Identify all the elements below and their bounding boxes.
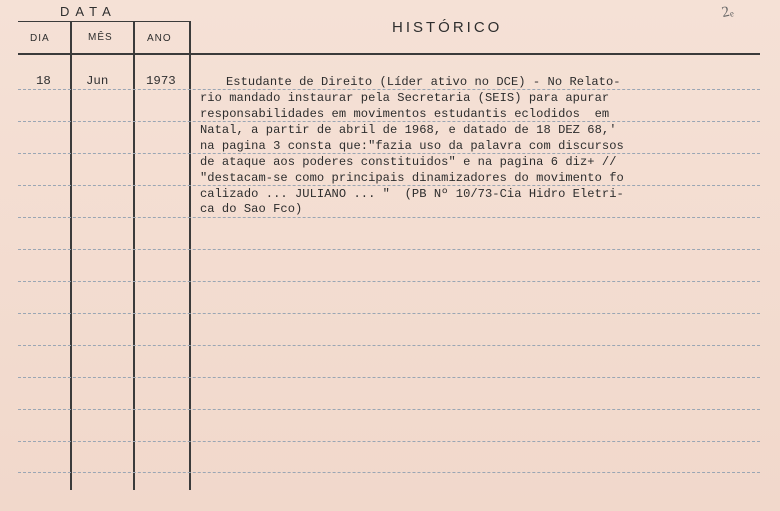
header-bottom-rule: [18, 53, 760, 55]
ruled-line: [18, 409, 760, 410]
historico-line: ca do Sao Fco): [200, 202, 303, 216]
historico-line: responsabilidades em movimentos estudantis eclodidos em: [200, 107, 610, 121]
ruled-line: [18, 89, 760, 90]
entry-mes: Jun: [86, 74, 109, 88]
historico-header: HISTÓRICO: [392, 19, 503, 36]
entry-dia: 18: [36, 74, 51, 88]
mes-column-header: MÊS: [88, 32, 113, 43]
data-header: DATA: [60, 4, 117, 19]
ano-column-header: ANO: [147, 33, 172, 44]
historico-line: na pagina 3 consta que:"fazia uso da palavra com discursos: [200, 139, 624, 153]
historico-line: rio mandado instaurar pela Secretaria (SEIS) para apurar: [200, 91, 610, 105]
historico-line: calizado ... JULIANO ... " (PB Nº 10/73-Cia Hidro Eletri-: [200, 187, 624, 201]
historico-line: de ataque aos poderes constituidos" e na pagina 6 diz+ //: [200, 155, 617, 169]
ruled-line: [18, 441, 760, 442]
corner-annotation: 2ₑ: [720, 3, 735, 22]
ruled-line: [18, 377, 760, 378]
ruled-line: [18, 313, 760, 314]
ruled-line: [18, 217, 760, 218]
dia-column-header: DIA: [30, 33, 50, 44]
ruled-line: [18, 185, 760, 186]
ruled-line: [18, 121, 760, 122]
data-underline: [18, 21, 190, 22]
entry-ano: 1973: [146, 74, 176, 88]
ruled-line: [18, 249, 760, 250]
ruled-line: [18, 345, 760, 346]
column-divider-mes-ano: [133, 22, 135, 490]
ruled-line: [18, 153, 760, 154]
column-divider-ano-historico: [189, 21, 191, 490]
historico-line: Estudante de Direito (Líder ativo no DCE) - No Relato-: [226, 75, 621, 89]
ruled-line: [18, 281, 760, 282]
historico-line: "destacam-se como principais dinamizadores do movimento fo: [200, 171, 624, 185]
column-divider-dia-mes: [70, 22, 72, 490]
historico-line: Natal, a partir de abril de 1968, e datado de 18 DEZ 68,': [200, 123, 617, 137]
ruled-line: [18, 472, 760, 473]
